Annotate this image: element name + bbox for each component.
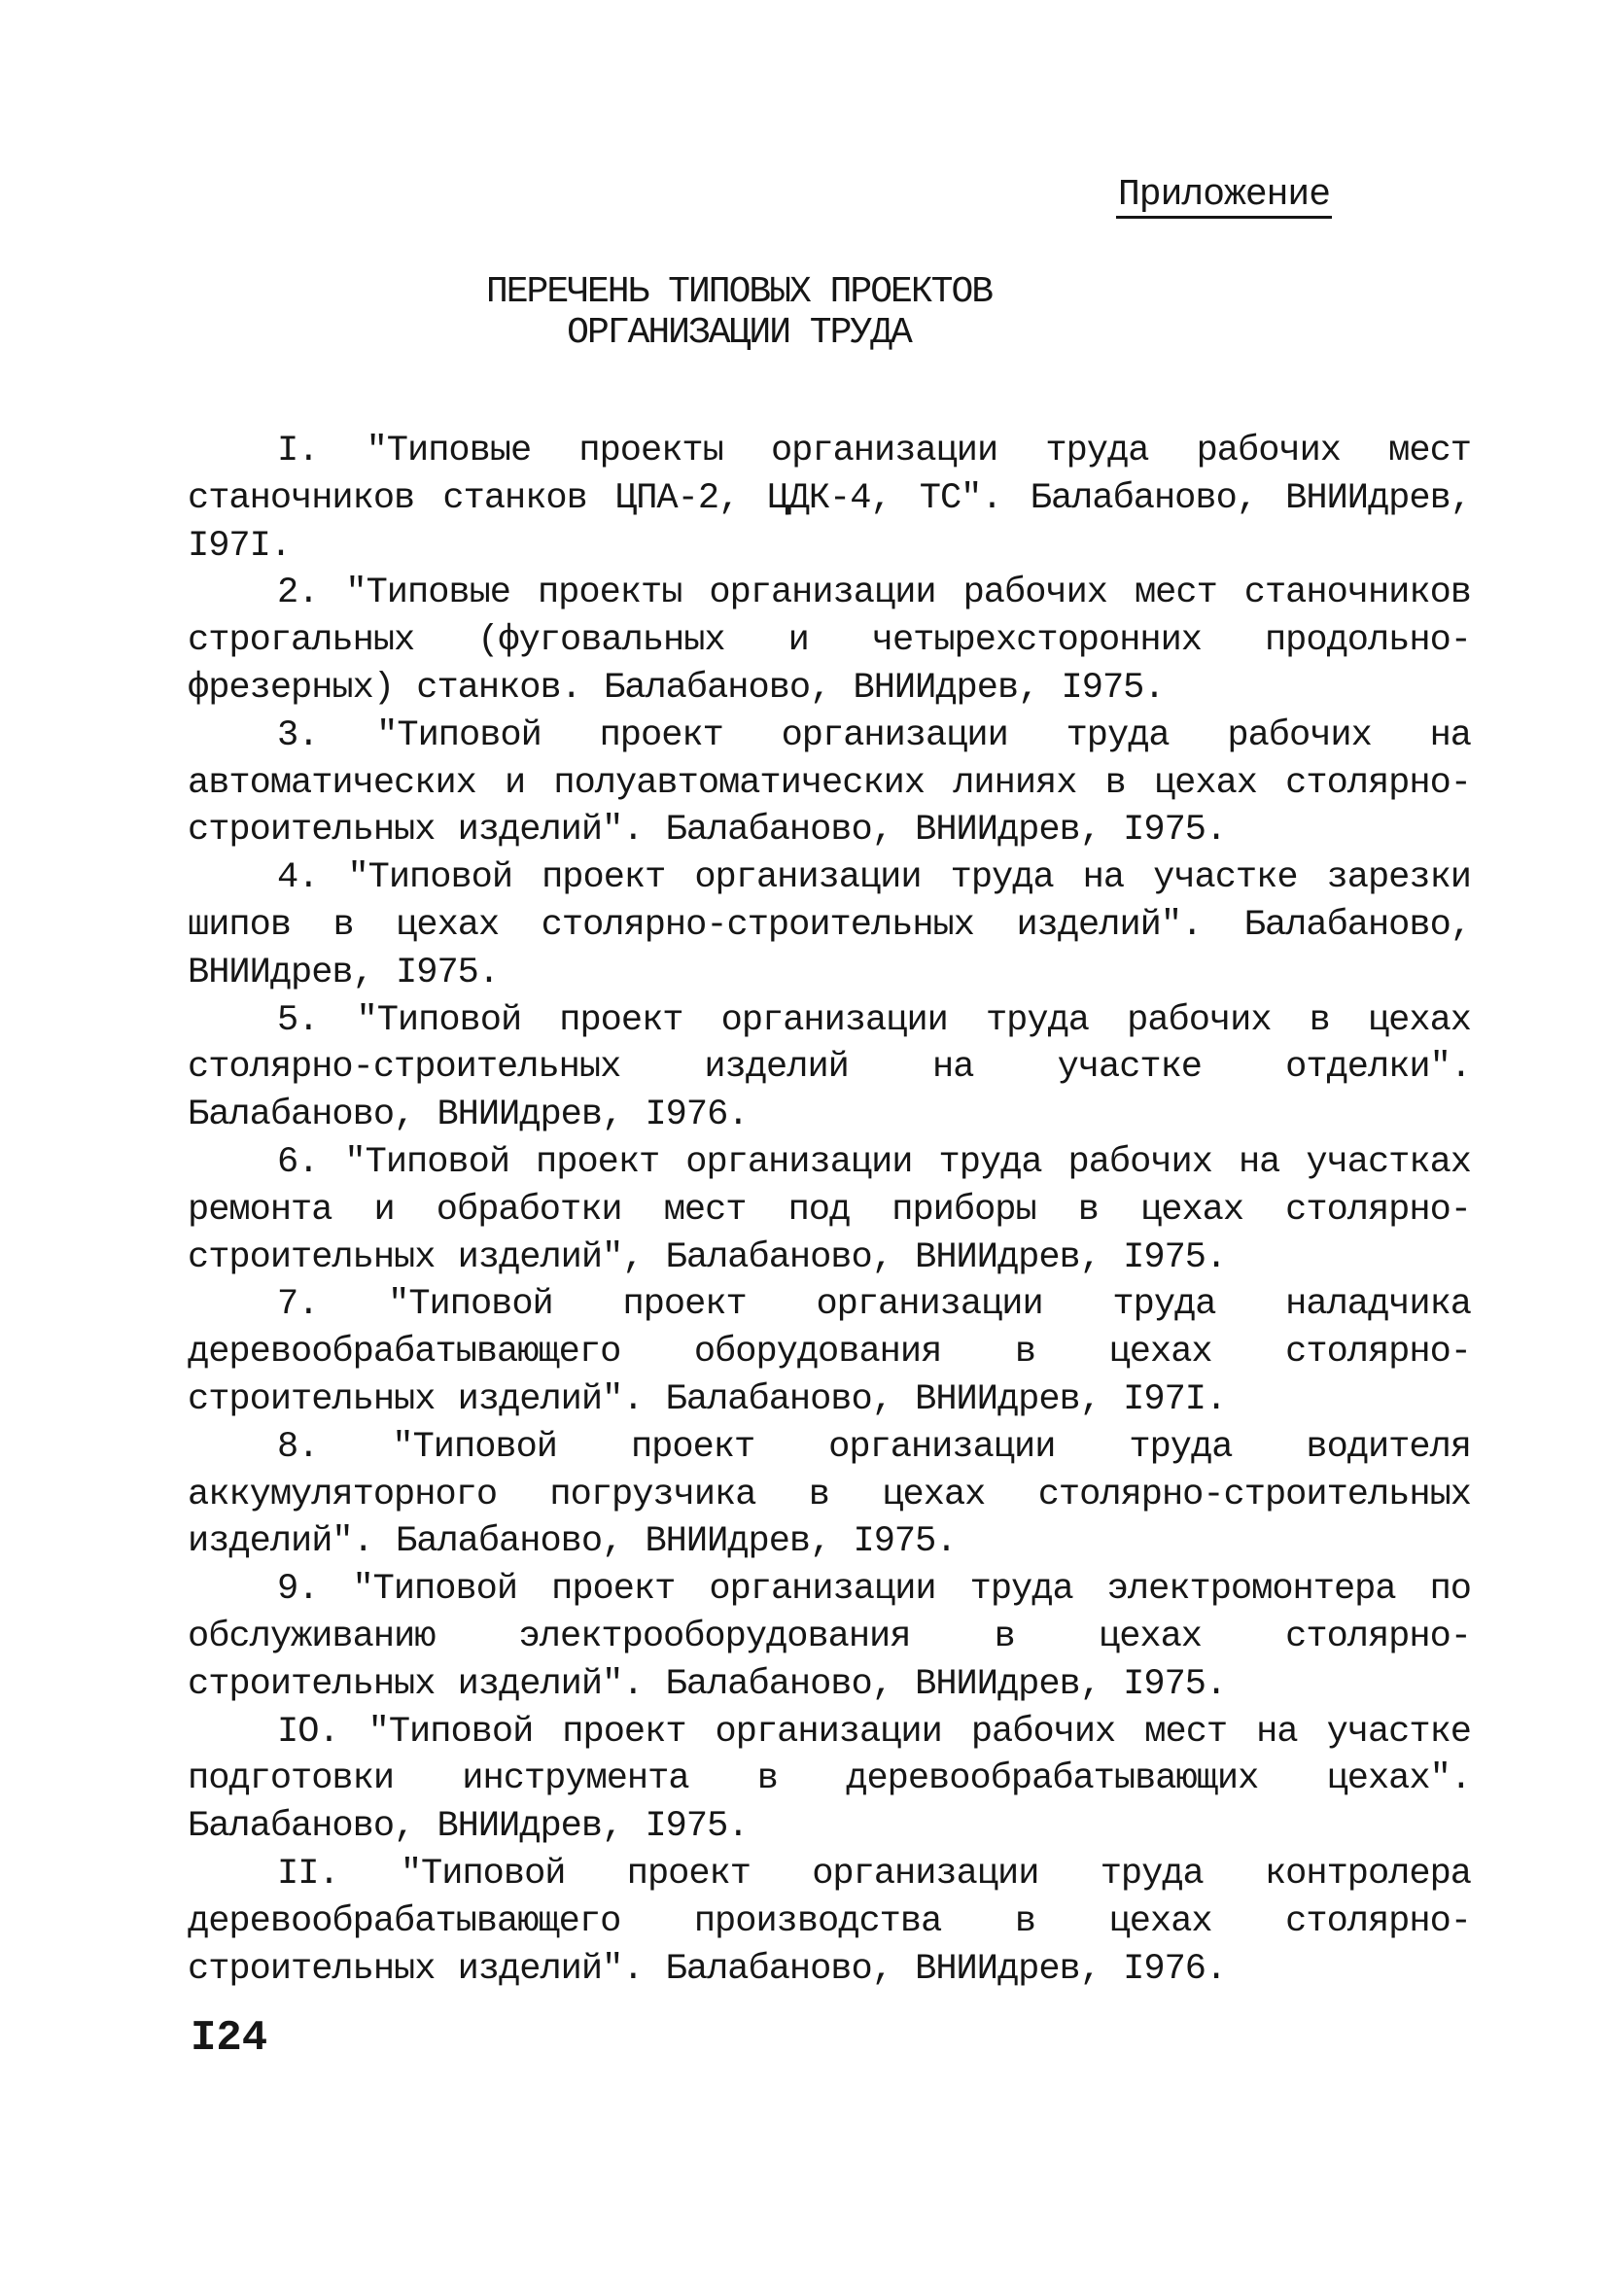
- list-item: 3. "Типовой проект организации труда рабочих на автоматических и полуавтоматических линиях в цехах столярно-строительных изделий". Балабаново, ВНИИдрев, I975.: [188, 714, 1471, 852]
- appendix-underline: [1116, 216, 1332, 219]
- project-list: [188, 428, 1471, 1993]
- list-item: IO. "Типовой проект организации рабочих мест на участке подготовки инструмента в деревообрабатывающих цехах". Балабаново, ВНИИдрев, I975.: [188, 1711, 1471, 1848]
- list-item: II. "Типовой проект организации труда контролера деревообрабатывающего производства в цехах столярно-строительных изделий". Балабаново, ВНИИдрев, I976.: [188, 1853, 1471, 1990]
- list-item: I. "Типовые проекты организации труда рабочих мест станочников станков ЦПА-2, ЦДК-4, ТС". Балабаново, ВНИИдрев, I97I.: [188, 431, 1471, 567]
- title-line-2: ОРГАНИЗАЦИИ ТРУДА: [567, 312, 911, 354]
- list-item: 5. "Типовой проект организации труда рабочих в цехах столярно-строительных изделий на участке отделки". Балабаново, ВНИИдрев, I976.: [188, 999, 1471, 1136]
- page-number: I24: [191, 2014, 268, 2063]
- appendix-label: Приложение: [1118, 174, 1331, 216]
- list-item: 8. "Типовой проект организации труда водителя аккумуляторного погрузчика в цехах столярно-строительных изделий". Балабаново, ВНИИдрев, I975.: [188, 1426, 1471, 1563]
- list-item: 2. "Типовые проекты организации рабочих мест станочников строгальных (фуговальных и четырехсторонних продольно-фрезерных) станков. Балабаново, ВНИИдрев, I975.: [188, 573, 1471, 709]
- document-title: [457, 272, 1021, 354]
- list-item: 6. "Типовой проект организации труда рабочих на участках ремонта и обработки мест под приборы в цехах столярно-строительных изделий", Балабаново, ВНИИдрев, I975.: [188, 1141, 1471, 1278]
- title-line-1: ПЕРЕЧЕНЬ ТИПОВЫХ ПРОЕКТОВ: [485, 271, 993, 313]
- list-item: 7. "Типовой проект организации труда наладчика деревообрабатывающего оборудования в цехах столярно-строительных изделий". Балабаново, ВНИИдрев, I97I.: [188, 1284, 1471, 1420]
- list-item: 9. "Типовой проект организации труда электромонтера по обслуживанию электрооборудования в цехах столярно-строительных изделий". Балабаново, ВНИИдрев, I975.: [188, 1569, 1471, 1705]
- list-item: 4. "Типовой проект организации труда на участке зарезки шипов в цехах столярно-строительных изделий". Балабаново, ВНИИдрев, I975.: [188, 857, 1471, 993]
